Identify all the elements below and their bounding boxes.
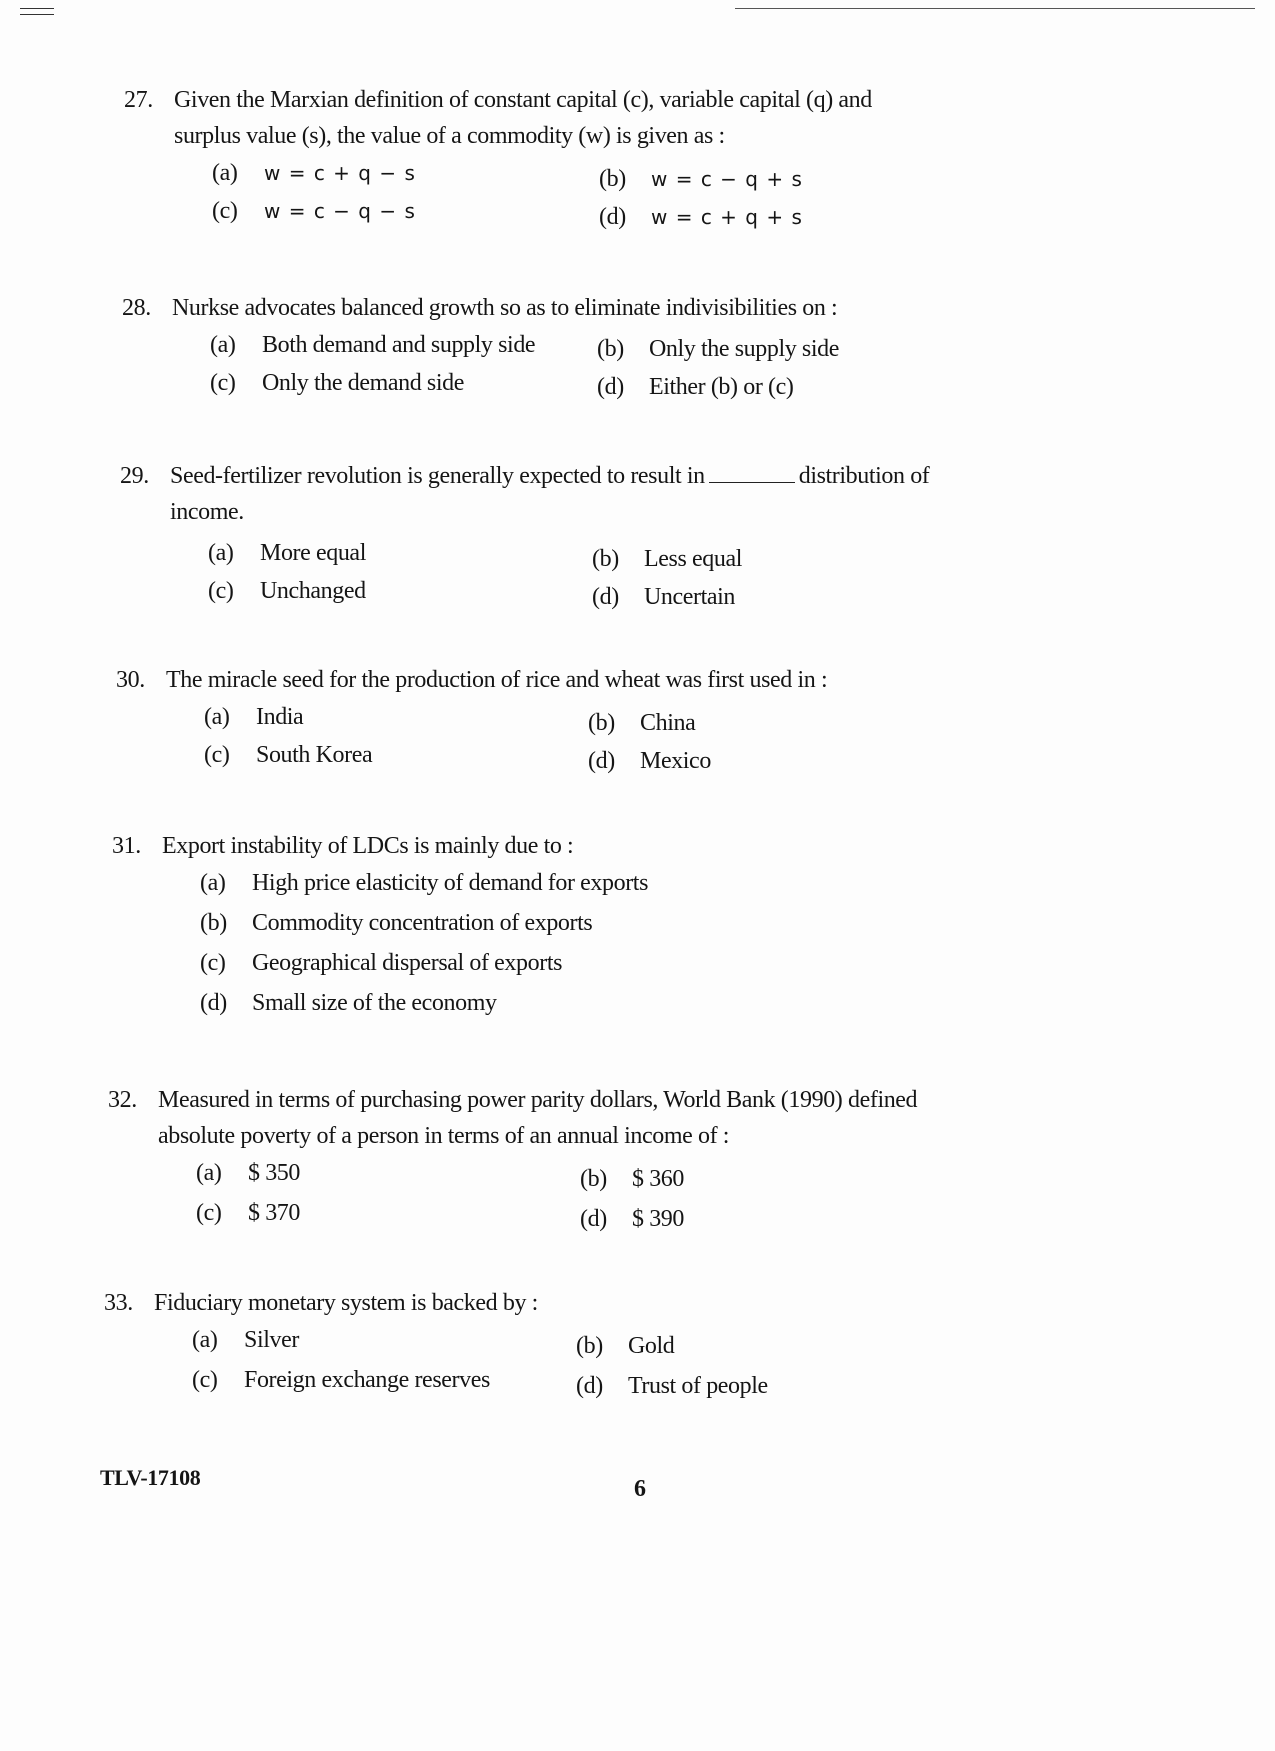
option-label: (a)	[196, 1160, 222, 1186]
option-text: India	[256, 704, 304, 730]
question-33	[104, 1285, 934, 1407]
option-label: (a)	[204, 704, 230, 730]
option-b	[599, 166, 803, 193]
option-text: Trust of people	[628, 1373, 768, 1399]
option-label: (c)	[210, 370, 236, 396]
question-30	[116, 662, 946, 784]
question-text: Measured in terms of purchasing power parity dollars, World Bank (1990) defined absolute poverty of a person in terms of an annual income of :	[158, 1087, 918, 1149]
question-text: The miracle seed for the production of rice and wheat was first used in :	[166, 667, 828, 693]
option-label: (b)	[599, 166, 626, 192]
option-text: $ 360	[632, 1166, 685, 1192]
scan-edge-top-right	[735, 8, 1255, 9]
option-text: China	[640, 710, 696, 736]
question-text: Export instability of LDCs is mainly due to :	[162, 833, 574, 859]
option-b	[597, 336, 839, 363]
option-d	[599, 204, 803, 231]
option-text: $ 350	[248, 1160, 301, 1186]
answer-blank	[709, 462, 795, 483]
option-d	[576, 1373, 768, 1400]
paper-code: TLV-17108	[100, 1465, 201, 1490]
option-text: w = c − q − s	[264, 199, 416, 223]
option-label: (b)	[200, 910, 227, 936]
question-number: 33.	[104, 1290, 133, 1316]
scan-mark-left-2	[20, 14, 54, 15]
option-c	[204, 742, 372, 769]
option-text: High price elasticity of demand for exports	[252, 870, 649, 896]
options	[120, 540, 940, 620]
option-d	[597, 374, 793, 401]
question-number: 30.	[116, 667, 145, 693]
option-label: (a)	[212, 160, 238, 186]
option-d	[588, 748, 711, 775]
option-label: (a)	[210, 332, 236, 358]
option-c	[210, 370, 464, 397]
question-number: 29.	[120, 463, 149, 489]
option-text: Geographical dispersal of exports	[252, 950, 563, 976]
option-text: Less equal	[644, 546, 742, 572]
option-d	[580, 1206, 684, 1233]
option-label: (d)	[576, 1373, 603, 1399]
option-text: w = c + q − s	[264, 161, 416, 185]
question-text-after-blank: distribution of income.	[170, 463, 930, 525]
options	[104, 1327, 934, 1407]
page-number: 6	[634, 1476, 646, 1502]
question-number: 27.	[124, 87, 153, 113]
question-number: 32.	[108, 1087, 137, 1113]
option-text: $ 370	[248, 1200, 301, 1226]
option-text: Either (b) or (c)	[649, 374, 794, 400]
option-label: (c)	[204, 742, 230, 768]
option-text: Foreign exchange reserves	[244, 1367, 490, 1393]
option-label: (c)	[200, 950, 226, 976]
option-text: Only the supply side	[649, 336, 839, 362]
option-label: (b)	[580, 1166, 607, 1192]
option-b	[580, 1166, 684, 1193]
question-27	[124, 82, 914, 240]
option-label: (c)	[212, 198, 238, 224]
option-c	[196, 1200, 300, 1227]
option-b	[592, 546, 742, 573]
option-text: w = c − q + s	[651, 167, 803, 191]
option-a	[192, 1327, 299, 1354]
option-label: (d)	[599, 204, 626, 230]
option-label: (c)	[192, 1367, 218, 1393]
option-label: (d)	[588, 748, 615, 774]
option-b	[588, 710, 695, 737]
option-label: (b)	[588, 710, 615, 736]
option-text: Both demand and supply side	[262, 332, 536, 358]
option-label: (b)	[592, 546, 619, 572]
option-label: (a)	[208, 540, 234, 566]
option-text: $ 390	[632, 1206, 685, 1232]
question-text: Given the Marxian definition of constant capital (c), variable capital (q) and surplus value (s), the value of a commodity (w) is given as :	[174, 87, 872, 149]
question-text: Nurkse advocates balanced growth so as to eliminate indivisibilities on :	[172, 295, 838, 321]
option-text: Uncertain	[644, 584, 736, 610]
question-number: 31.	[112, 833, 141, 859]
question-28	[122, 290, 952, 412]
question-number: 28.	[122, 295, 151, 321]
question-text-before-blank: Seed-fertilizer revolution is generally expected to result in	[170, 463, 705, 489]
options	[112, 870, 942, 1030]
option-text: Small size of the economy	[252, 990, 497, 1016]
option-d	[200, 990, 497, 1017]
options	[124, 160, 914, 240]
option-a	[212, 160, 416, 187]
question-31	[112, 828, 942, 1030]
option-a	[210, 332, 535, 359]
option-a	[208, 540, 366, 567]
option-a	[200, 870, 648, 897]
option-text: w = c + q + s	[651, 205, 803, 229]
option-label: (c)	[208, 578, 234, 604]
option-label: (a)	[200, 870, 226, 896]
option-label: (d)	[200, 990, 227, 1016]
option-text: Unchanged	[260, 578, 366, 604]
question-text: Fiduciary monetary system is backed by :	[154, 1290, 538, 1316]
option-text: Silver	[244, 1327, 299, 1353]
option-label: (d)	[597, 374, 624, 400]
option-a	[196, 1160, 300, 1187]
option-text: Only the demand side	[262, 370, 464, 396]
option-text: South Korea	[256, 742, 373, 768]
option-label: (d)	[592, 584, 619, 610]
option-d	[592, 584, 735, 611]
options	[116, 704, 946, 784]
option-a	[204, 704, 303, 731]
options	[122, 332, 952, 412]
option-label: (a)	[192, 1327, 218, 1353]
option-text: Mexico	[640, 748, 711, 774]
scan-mark-left	[20, 8, 54, 9]
option-b	[576, 1333, 674, 1360]
option-label: (b)	[576, 1333, 603, 1359]
option-text: Commodity concentration of exports	[252, 910, 593, 936]
question-32	[108, 1082, 948, 1240]
option-label: (d)	[580, 1206, 607, 1232]
option-c	[208, 578, 366, 605]
option-b	[200, 910, 592, 937]
option-c	[212, 198, 416, 225]
option-c	[192, 1367, 490, 1394]
option-text: More equal	[260, 540, 366, 566]
question-29	[120, 458, 940, 620]
options	[108, 1160, 948, 1240]
option-label: (b)	[597, 336, 624, 362]
option-label: (c)	[196, 1200, 222, 1226]
option-c	[200, 950, 562, 977]
option-text: Gold	[628, 1333, 675, 1359]
